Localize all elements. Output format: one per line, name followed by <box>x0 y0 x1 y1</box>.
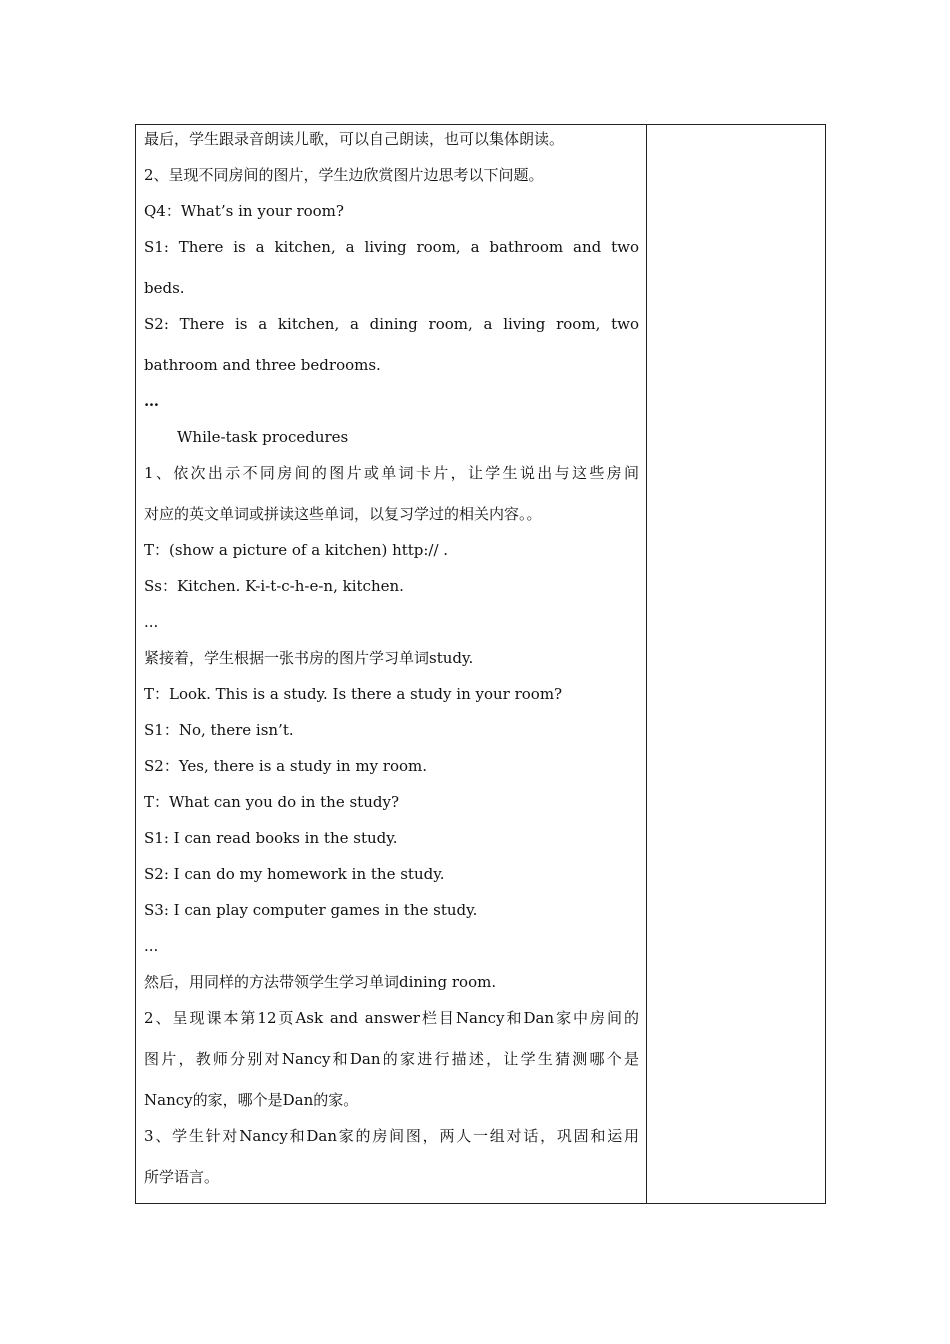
text-line: T：What can you do in the study? <box>144 793 399 811</box>
text-line: 2、呈现不同房间的图片，学生边欣赏图片边思考以下问题。 <box>144 166 544 184</box>
text-line: 所学语言。 <box>144 1168 220 1186</box>
text-line: bathroom and three bedrooms. <box>144 356 381 374</box>
text-line: 然后，用同样的方法带领学生学习单词dining room. <box>144 973 497 991</box>
text-line: S1：No, there isn’t. <box>144 721 294 739</box>
notes-cell <box>647 125 826 1204</box>
text-line: 紧接着，学生根据一张书房的图片学习单词study. <box>144 649 474 667</box>
text-line: T：(show a picture of a kitchen) http:// . <box>144 541 449 559</box>
ellipsis-line: … <box>144 392 160 410</box>
text-line: 1、依次出示不同房间的图片或单词卡片，让学生说出与这些房间 <box>144 464 639 482</box>
text-line: 2、呈现课本第12页Ask and answer栏目Nancy和Dan家中房间的 <box>144 1009 639 1027</box>
text-line: S1: I can read books in the study. <box>144 829 398 847</box>
text-line: 最后，学生跟录音朗读儿歌，可以自己朗读，也可以集体朗读。 <box>144 130 565 148</box>
text-line: S3: I can play computer games in the study. <box>144 901 478 919</box>
text-line: S2：Yes, there is a study in my room. <box>144 757 428 775</box>
text-line: S2: There is a kitchen, a dining room, a living room, two <box>144 315 639 333</box>
ellipsis-line: ... <box>144 937 159 955</box>
text-line: Ss：Kitchen. K-i-t-c-h-e-n, kitchen. <box>144 577 404 595</box>
section-heading: While-task procedures <box>177 428 349 446</box>
text-line: T：Look. This is a study. Is there a study in your room? <box>144 685 563 703</box>
procedure-content <box>136 125 646 1188</box>
text-line: 图片，教师分别对Nancy和Dan的家进行描述，让学生猜测哪个是 <box>144 1050 639 1068</box>
procedure-cell <box>136 125 647 1204</box>
text-line: Q4：What’s in your room? <box>144 202 344 220</box>
text-line: S1: There is a kitchen, a living room, a bathroom and two <box>144 238 639 256</box>
lesson-plan-table <box>135 124 826 1204</box>
text-line: Nancy的家，哪个是Dan的家。 <box>144 1091 359 1109</box>
ellipsis-line: ... <box>144 613 159 631</box>
table-row <box>136 125 826 1204</box>
text-line: S2: I can do my homework in the study. <box>144 865 445 883</box>
text-line: 3、学生针对Nancy和Dan家的房间图，两人一组对话，巩固和运用 <box>144 1127 639 1145</box>
text-line: 对应的英文单词或拼读这些单词，以复习学过的相关内容。。 <box>144 505 542 523</box>
text-line: beds. <box>144 279 185 297</box>
